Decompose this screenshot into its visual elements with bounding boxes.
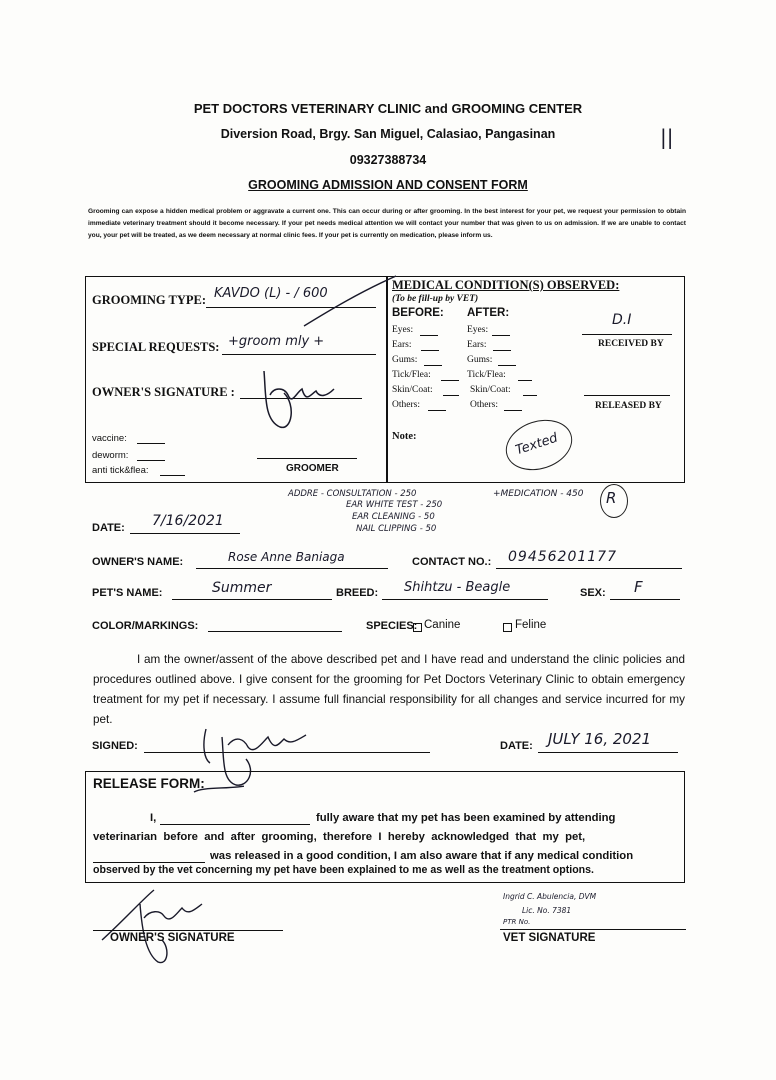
special-requests-label: SPECIAL REQUESTS: xyxy=(92,340,220,354)
form-title: GROOMING ADMISSION AND CONSENT FORM xyxy=(248,178,528,192)
canine-checkbox[interactable] xyxy=(413,623,422,632)
pet-name-value[interactable]: Summer xyxy=(212,580,272,596)
service-line-3: EAR CLEANING - 50 xyxy=(352,512,435,522)
medical-title: MEDICAL CONDITION(S) OBSERVED: xyxy=(392,278,620,292)
owner-sig-label: OWNER'S SIGNATURE xyxy=(110,932,235,944)
before-skin: Skin/Coat: xyxy=(392,385,433,395)
owner-name-line xyxy=(196,568,388,569)
owner-signature-scribble xyxy=(236,365,376,445)
release-text-2: veterinarian before and after grooming, therefore I hereby acknowledged that my pet, xyxy=(93,831,586,843)
corner-mark: || xyxy=(660,125,674,149)
service-line-1: ADDRE - CONSULTATION - 250 xyxy=(288,489,417,499)
release-text-3: was released in a good condition, I am also aware that if any medical condition xyxy=(210,850,634,862)
intro-paragraph: Grooming can expose a hidden medical problem or aggravate a current one. This can occur during or after grooming. In the best interest for your pet, we request your permission to obtain immediate veterinary treatment should it become necessary. If your pet needs medical attention we will contact your number that was given to us on admission. If we are unable to contact you, your pet will be treated, as we deem necessary at normal clinic fees. If your pet is currently on medication, please inform us. xyxy=(88,208,686,240)
blank xyxy=(421,350,439,351)
service-right-note: +MEDICATION - 450 xyxy=(493,489,584,499)
breed-label: BREED: xyxy=(336,587,379,599)
vet-lic: Lic. No. 7381 xyxy=(522,906,572,915)
groomer-line xyxy=(257,458,357,459)
consent-date-value[interactable]: JULY 16, 2021 xyxy=(548,730,652,748)
owner-sig-line xyxy=(93,930,283,931)
blank xyxy=(518,380,532,381)
medical-subtitle: (To be fill-up by VET) xyxy=(392,294,479,304)
before-others: Others: xyxy=(392,400,420,410)
breed-line xyxy=(382,599,548,600)
vet-name: Ingrid C. Abulencia, DVM xyxy=(503,892,597,901)
sex-label: SEX: xyxy=(580,587,606,599)
received-line xyxy=(582,334,672,335)
blank xyxy=(492,335,510,336)
release-title: RELEASE FORM: xyxy=(93,776,205,791)
grooming-type-value[interactable]: KAVDO (L) - / 600 xyxy=(214,286,328,301)
contact-value[interactable]: 09456201177 xyxy=(508,549,617,565)
service-line-2: EAR WHITE TEST - 250 xyxy=(346,500,443,510)
date-line xyxy=(130,533,240,534)
anti-tick-label: anti tick&flea: xyxy=(92,465,149,476)
blank xyxy=(498,365,516,366)
ink-curve xyxy=(300,270,400,330)
blank xyxy=(420,335,438,336)
deworm-label: deworm: xyxy=(92,450,129,461)
vet-sig-label: VET SIGNATURE xyxy=(503,932,596,944)
color-line xyxy=(208,631,342,632)
pet-name-label: PET'S NAME: xyxy=(92,587,163,599)
special-requests-line xyxy=(222,354,376,355)
owner-signature-label: OWNER'S SIGNATURE : xyxy=(92,385,235,399)
blank xyxy=(424,365,442,366)
release-i-label: I, xyxy=(150,812,157,824)
contact-line xyxy=(496,568,682,569)
before-ears: Ears: xyxy=(392,340,412,350)
release-text-1: fully aware that my pet has been examined by attending xyxy=(316,812,616,824)
sex-line xyxy=(610,599,680,600)
after-eyes: Eyes: xyxy=(467,325,489,335)
clinic-address: Diversion Road, Brgy. San Miguel, Calasiao, Pangasinan xyxy=(220,127,556,141)
date-label: DATE: xyxy=(92,522,125,534)
after-label: AFTER: xyxy=(467,307,510,319)
before-label: BEFORE: xyxy=(392,307,444,319)
circle-mark-label: R xyxy=(606,489,617,507)
blank xyxy=(443,395,459,396)
consent-date-label: DATE: xyxy=(500,740,533,752)
sex-value[interactable]: F xyxy=(634,578,643,596)
breed-value[interactable]: Shihtzu - Beagle xyxy=(404,580,511,595)
owner-name-label: OWNER'S NAME: xyxy=(92,556,184,568)
special-requests-value[interactable]: +groom mly + xyxy=(228,334,325,349)
before-eyes: Eyes: xyxy=(392,325,414,335)
clinic-phone: 09327388734 xyxy=(349,153,427,167)
note-value[interactable]: Texted xyxy=(513,430,560,459)
before-gums: Gums: xyxy=(392,355,418,365)
after-skin: Skin/Coat: xyxy=(470,385,511,395)
blank xyxy=(441,380,459,381)
signed-label: SIGNED: xyxy=(92,740,138,752)
contact-label: CONTACT NO.: xyxy=(412,556,492,568)
received-value[interactable]: D.I xyxy=(612,312,632,328)
feline-option: Feline xyxy=(515,619,547,631)
note-label: Note: xyxy=(392,431,417,442)
pet-name-line xyxy=(172,599,332,600)
clinic-name: PET DOCTORS VETERINARY CLINIC and GROOMING CENTER xyxy=(193,101,583,116)
color-label: COLOR/MARKINGS: xyxy=(92,620,199,632)
after-gums: Gums: xyxy=(467,355,493,365)
release-text-4: observed by the vet concerning my pet have been explained to me as well as the treatment options. xyxy=(93,864,594,876)
vet-sig-line xyxy=(500,929,686,930)
deworm-line xyxy=(137,460,165,461)
species-label: SPECIES: xyxy=(366,620,418,632)
blank xyxy=(428,410,446,411)
released-line xyxy=(584,395,670,396)
blank xyxy=(493,350,511,351)
service-line-4: NAIL CLIPPING - 50 xyxy=(356,524,437,534)
after-ears: Ears: xyxy=(467,340,487,350)
date-value[interactable]: 7/16/2021 xyxy=(152,513,224,529)
consent-date-line xyxy=(538,752,678,753)
canine-option: Canine xyxy=(424,619,461,631)
before-tick: Tick/Flea: xyxy=(392,370,431,380)
consent-text: I am the owner/assent of the above described pet and I have read and understand the clinic policies and procedures outlined above. I give consent for the grooming for Pet Doctors Veterinary Clinic to obtain emergency treatment for my pet if necessary. I assume full financial responsibility for all changes and service incurred for my pet. xyxy=(93,653,685,726)
vet-ptr: PTR No. xyxy=(503,918,531,926)
blank xyxy=(523,395,537,396)
received-label: RECEIVED BY xyxy=(598,339,664,349)
vaccine-label: vaccine: xyxy=(92,433,127,444)
grooming-type-label: GROOMING TYPE: xyxy=(92,293,207,307)
released-label: RELEASED BY xyxy=(595,401,662,411)
groomer-label: GROOMER xyxy=(286,463,339,474)
owner-name-value[interactable]: Rose Anne Baniaga xyxy=(228,550,345,564)
after-others: Others: xyxy=(470,400,498,410)
blank xyxy=(504,410,522,411)
anti-tick-line xyxy=(160,475,185,476)
feline-checkbox[interactable] xyxy=(503,623,512,632)
after-tick: Tick/Flea: xyxy=(467,370,506,380)
vaccine-line xyxy=(137,443,165,444)
